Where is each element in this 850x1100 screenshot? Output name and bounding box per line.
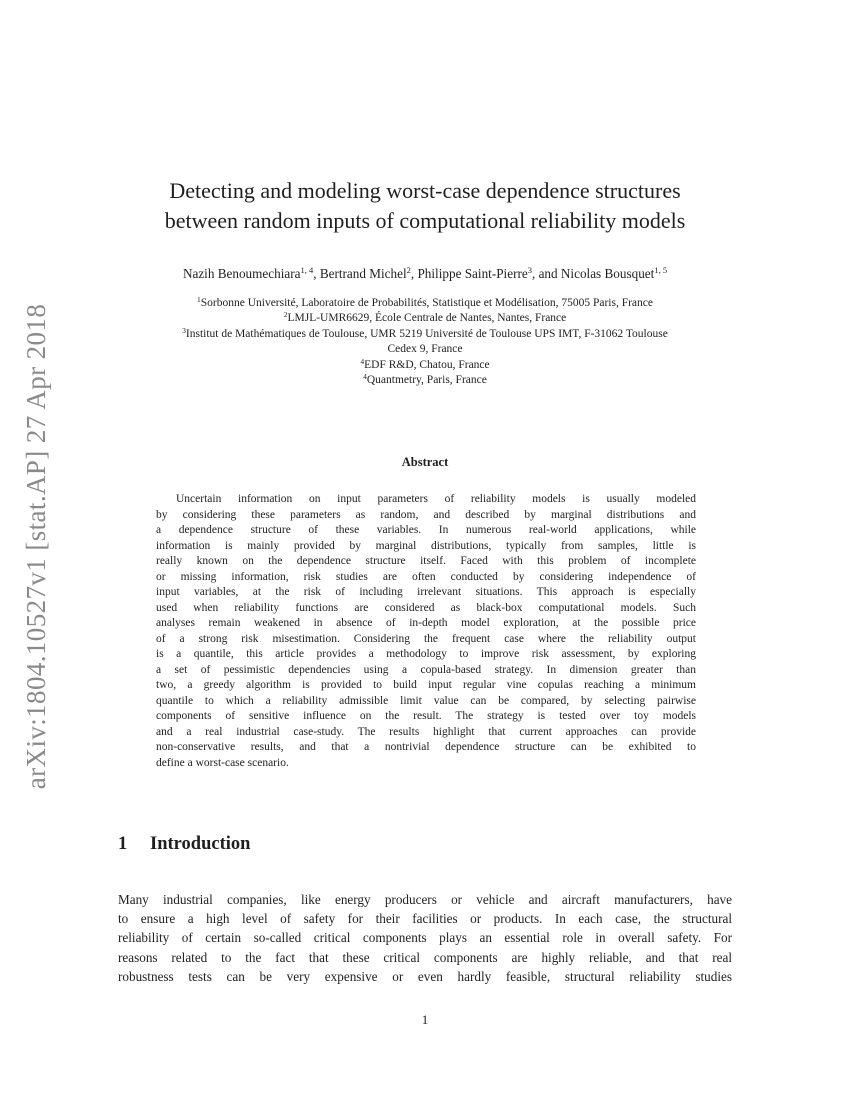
title-line-2: between random inputs of computational reliability models	[164, 208, 686, 233]
abstract-line: information is mainly provided by marginal distributions, typically from samples, little is	[156, 539, 696, 552]
author-3: Philippe Saint-Pierre$^3$, and	[417, 265, 561, 281]
arxiv-stamp	[2, 296, 72, 796]
affiliation-4: $^4$EDF R&D, Chatou, France	[360, 356, 490, 371]
abstract-line: a dependence structure of these variables. In numerous real-world applications, while	[156, 524, 696, 536]
abstract-line: non-conservative results, and that a nontrivial dependence structure can be exhibited to	[156, 741, 696, 753]
intro-line: robustness tests can be very expensive or even hardly feasible, structural reliability studies	[118, 968, 732, 984]
abstract-line: by considering these parameters as random, and described by marginal distributions and	[156, 508, 696, 521]
abstract-body	[156, 492, 696, 771]
abstract-line: really known on the dependence structure itself. Faced with this problem of incomplete	[156, 555, 696, 567]
intro-line: reasons related to the fact that these critical components are highly reliable, and that real	[118, 949, 732, 965]
title-line-1: Detecting and modeling worst-case dependence structures	[169, 178, 681, 203]
author-1: Nazih Benoumechiara$^{1, 4}$,	[182, 265, 320, 281]
abstract-line: components of sensitive influence on the result. The strategy is tested over toy models	[156, 710, 696, 722]
author-list	[100, 265, 750, 283]
section-title: Introduction	[150, 834, 251, 854]
abstract-line: used when reliability functions are considered as black-box computational models. Such	[156, 601, 696, 614]
section-number: 1	[118, 834, 128, 854]
abstract-line: of a strong risk misestimation. Considering the frequent case where the reliability output	[156, 632, 696, 645]
author-4: Nicolas Bousquet$^{1, 5}$	[560, 265, 668, 281]
abstract-line: a set of pessimistic dependencies using a copula-based strategy. In dimension greater than	[156, 663, 696, 676]
abstract-line: two, a greedy algorithm is provided to build input regular vine copulas reaching a minimum	[156, 679, 696, 691]
affiliation-2: $^2$LMJL-UMR6629, École Centrale de Nantes, Nantes, France	[283, 310, 567, 325]
arxiv-identifier: arXiv:1804.10527v1 [stat.AP] 27 Apr 2018	[21, 303, 52, 789]
intro-line: Many industrial companies, like energy producers or vehicle and aircraft manufacturers, have	[118, 892, 732, 907]
abstract-line: Uncertain information on input parameters of reliability models is usually modeled	[176, 493, 696, 505]
abstract-line: input variables, at the risk of including irrelevant situations. This approach is especially	[156, 586, 696, 598]
abstract-line: quantile to which a reliability admissible limit value can be compared, by selecting pairwise	[156, 694, 696, 707]
introduction-body	[118, 890, 732, 986]
page-number: 1	[421, 1012, 429, 1027]
affiliation-5: $^4$Quantmetry, Paris, France	[363, 372, 487, 387]
abstract-line: and a real industrial case-study. The results highlight that current approaches can provide	[156, 725, 696, 738]
intro-line: reliability of certain so-called critical components plays an essential role in overall safety. For	[118, 930, 732, 946]
affiliation-list	[110, 296, 740, 388]
abstract-line: is a quantile, this article provides a methodology to improve risk assessment, by exploring	[156, 648, 696, 660]
author-2: Bertrand Michel$^2$,	[319, 265, 418, 281]
abstract-line: or missing information, risk studies are often conducted by considering independence of	[156, 570, 696, 583]
abstract-line: define a worst-case scenario.	[156, 756, 289, 769]
affiliation-3-continued: Cedex 9, France	[387, 343, 463, 356]
affiliation-3: $^3$Institut de Mathématiques de Toulouse, UMR 5219 Université de Toulouse UPS IMT, F-31062 Toulouse	[182, 325, 668, 340]
abstract-line: analyses remain weakened in absence of in-depth model exploration, at the possible price	[156, 617, 696, 629]
intro-line: to ensure a high level of safety for their facilities or products. In each case, the structural	[118, 911, 732, 927]
paper-title	[100, 176, 750, 236]
affiliation-1: $^1$Sorbonne Université, Laboratoire de Probabilités, Statistique et Modélisation, 75005 Paris, France	[197, 295, 653, 309]
section-heading	[118, 834, 250, 855]
abstract-heading: Abstract	[401, 455, 449, 469]
